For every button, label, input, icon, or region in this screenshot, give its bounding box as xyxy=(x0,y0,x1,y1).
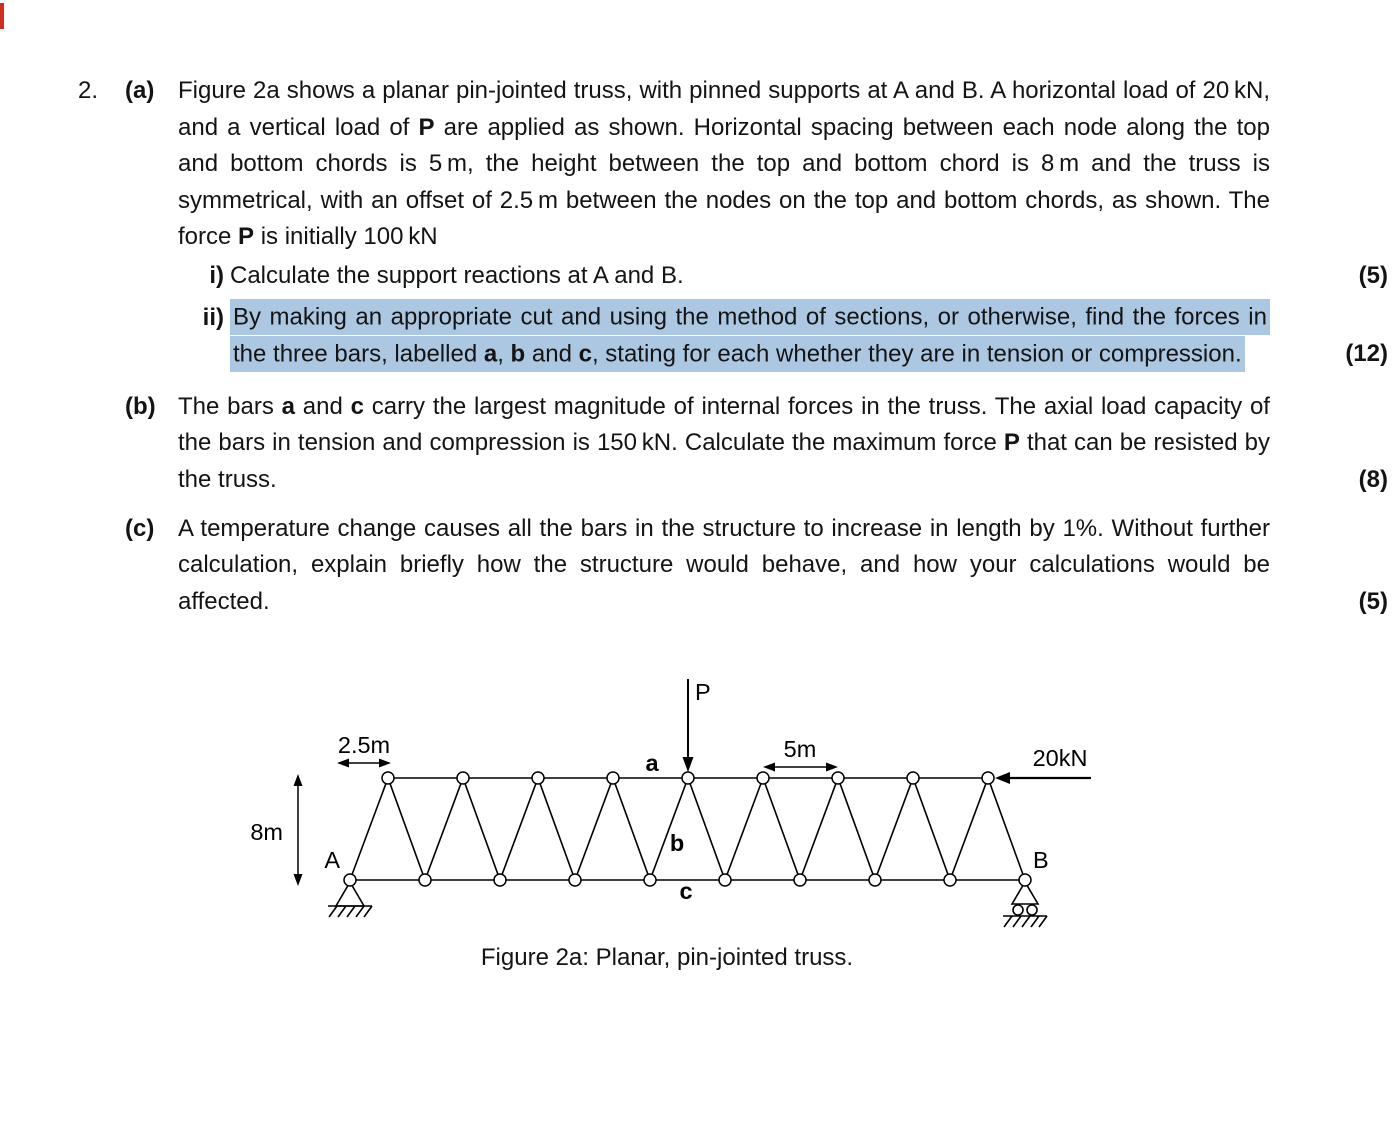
item-ii-label: ii) xyxy=(202,303,224,331)
figure-labels xyxy=(250,679,1087,904)
dim-2-5m-arrow xyxy=(337,759,391,768)
question-number: 2. xyxy=(78,77,99,104)
text-segment: Figure 2a shows a planar pin-jointed truss, with pinned supports at A and B. A horizontal load of 20 kN, and a vertical load of xyxy=(178,77,1270,141)
truss-node xyxy=(982,772,994,784)
label-dim-2-5m: 2.5m xyxy=(337,732,391,758)
truss-node xyxy=(532,772,544,784)
bold-bar-a: a xyxy=(281,392,295,420)
part-a-label: (a) xyxy=(125,77,155,104)
truss-node xyxy=(944,874,956,886)
bold-bar-c: c xyxy=(350,392,364,420)
label-load-20kn: 20kN xyxy=(1032,745,1088,771)
truss-node xyxy=(419,874,431,886)
truss-node-a xyxy=(344,874,356,886)
truss-node xyxy=(569,874,581,886)
pin-support-a xyxy=(328,882,372,917)
load-p-arrow xyxy=(683,679,694,772)
part-c xyxy=(78,511,1388,621)
dim-5m-arrow xyxy=(763,763,838,772)
item-i-text xyxy=(230,258,1270,295)
text-segment: By making an appropriate cut and using the method of sections, or otherwise, find the forces in the three bars, labelled xyxy=(233,303,1267,368)
part-c-text xyxy=(178,511,1270,621)
truss-node xyxy=(494,874,506,886)
part-a-text xyxy=(178,73,1270,256)
truss-node xyxy=(457,772,469,784)
caption-text: Figure 2a: Planar, pin-jointed truss. xyxy=(480,944,854,971)
text-segment: and xyxy=(294,392,351,420)
truss-node xyxy=(382,772,394,784)
text-segment: that can be resisted by the truss. xyxy=(178,429,1270,493)
text-segment: carry the largest magnitude of internal forces in the truss. The axial load capacity of the bars in tension and compression is 150 kN. Calculate the maximum force xyxy=(178,392,1270,457)
bold-p: P xyxy=(1003,429,1020,457)
bold-bar-a: a xyxy=(483,340,498,368)
highlighted-text xyxy=(230,299,1270,372)
diagonal-members xyxy=(350,778,1025,880)
part-b xyxy=(78,389,1388,499)
truss-members xyxy=(350,778,1025,880)
text-segment: , xyxy=(497,340,511,368)
text-segment: Calculate the support reactions at A and B. xyxy=(230,261,684,289)
figure-caption xyxy=(0,944,1367,972)
text-segment: is initially 100 kN xyxy=(254,223,438,251)
marks-c: (5) xyxy=(1358,587,1388,615)
part-b-label: (b) xyxy=(125,392,156,420)
label-bar-a: a xyxy=(645,750,659,776)
label-bar-c: c xyxy=(679,878,693,904)
text-segment: , stating for each whether they are in tension or compression. xyxy=(591,340,1242,368)
truss-node xyxy=(719,874,731,886)
text-segment: The bars xyxy=(178,392,282,420)
question-content xyxy=(78,73,1388,620)
truss-node xyxy=(907,772,919,784)
bold-p: P xyxy=(418,113,435,141)
label-dim-5m: 5m xyxy=(783,736,817,762)
label-support-b: B xyxy=(1033,847,1049,873)
text-segment: are applied as shown. Horizontal spacing between each node along the top and bottom chords is 5 m, the height between the top and bottom chord is 8 m and the truss is symmetrical, with an offset of 2.5 m between the nodes on the top and bottom chords, as shown. The force xyxy=(178,113,1271,251)
part-a xyxy=(78,73,1388,256)
marks-i: (5) xyxy=(1358,261,1388,289)
bold-bar-b: b xyxy=(510,340,526,368)
part-c-label: (c) xyxy=(125,514,155,542)
truss-diagram xyxy=(0,660,1400,940)
truss-node xyxy=(794,874,806,886)
label-bar-b: b xyxy=(669,830,685,856)
label-load-p: P xyxy=(695,679,711,705)
truss-nodes xyxy=(344,772,1031,886)
item-ii xyxy=(78,300,1388,373)
truss-node xyxy=(832,772,844,784)
marks-b: (8) xyxy=(1358,465,1388,493)
roller-support-b xyxy=(1003,882,1047,927)
text-segment: A temperature change causes all the bars in the structure to increase in length by 1%. Without further calculation, explain briefly how the structure would behave, and how your calculations would be affected. xyxy=(178,514,1270,615)
truss-node xyxy=(757,772,769,784)
bold-p: P xyxy=(238,223,255,251)
figure-2a xyxy=(0,660,1400,972)
bold-bar-c: c xyxy=(578,340,592,368)
part-b-text xyxy=(178,389,1270,499)
label-dim-8m: 8m xyxy=(250,819,283,845)
truss-node xyxy=(869,874,881,886)
item-i xyxy=(78,258,1388,295)
load-20kn-arrow xyxy=(995,772,1091,784)
red-edge-mark xyxy=(0,3,4,29)
truss-node xyxy=(682,772,694,784)
item-i-label: i) xyxy=(209,261,224,289)
truss-node xyxy=(607,772,619,784)
item-ii-text xyxy=(230,300,1270,373)
truss-node xyxy=(644,874,656,886)
truss-node-b xyxy=(1019,874,1031,886)
label-support-a: A xyxy=(324,847,340,873)
marks-ii: (12) xyxy=(1345,340,1388,368)
dim-8m-arrow xyxy=(294,774,303,886)
text-segment: and xyxy=(525,340,579,368)
